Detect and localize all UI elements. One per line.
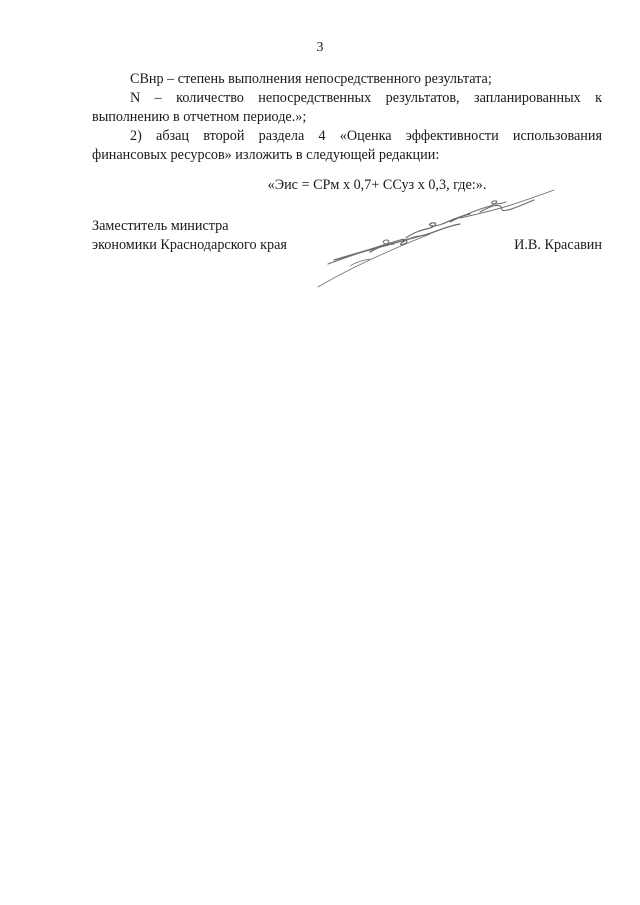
page-number: 3 — [316, 40, 324, 55]
paragraph-amendment: 2) абзац второй раздела 4 «Оценка эффективности использования финансовых ресурсов» изложить в следующей редакции: — [92, 128, 602, 163]
paragraph-n-definition: N – количество непосредственных результатов, запланированных к выполнению в отчетном периоде.»; — [92, 90, 602, 125]
formula-line: «Эис = СРм x 0,7+ ССуз x 0,3, где:». — [267, 177, 487, 193]
signer-title-line-1: Заместитель министра — [92, 218, 229, 234]
signer-title-line-2: экономики Краснодарского края — [92, 237, 287, 253]
handwritten-signature-icon — [310, 182, 570, 292]
signer-title — [92, 217, 287, 255]
paragraph-svnr-definition: СВнр – степень выполнения непосредственного результата; — [130, 71, 492, 87]
document-body — [92, 70, 602, 195]
signer-name: И.В. Красавин — [514, 237, 602, 253]
